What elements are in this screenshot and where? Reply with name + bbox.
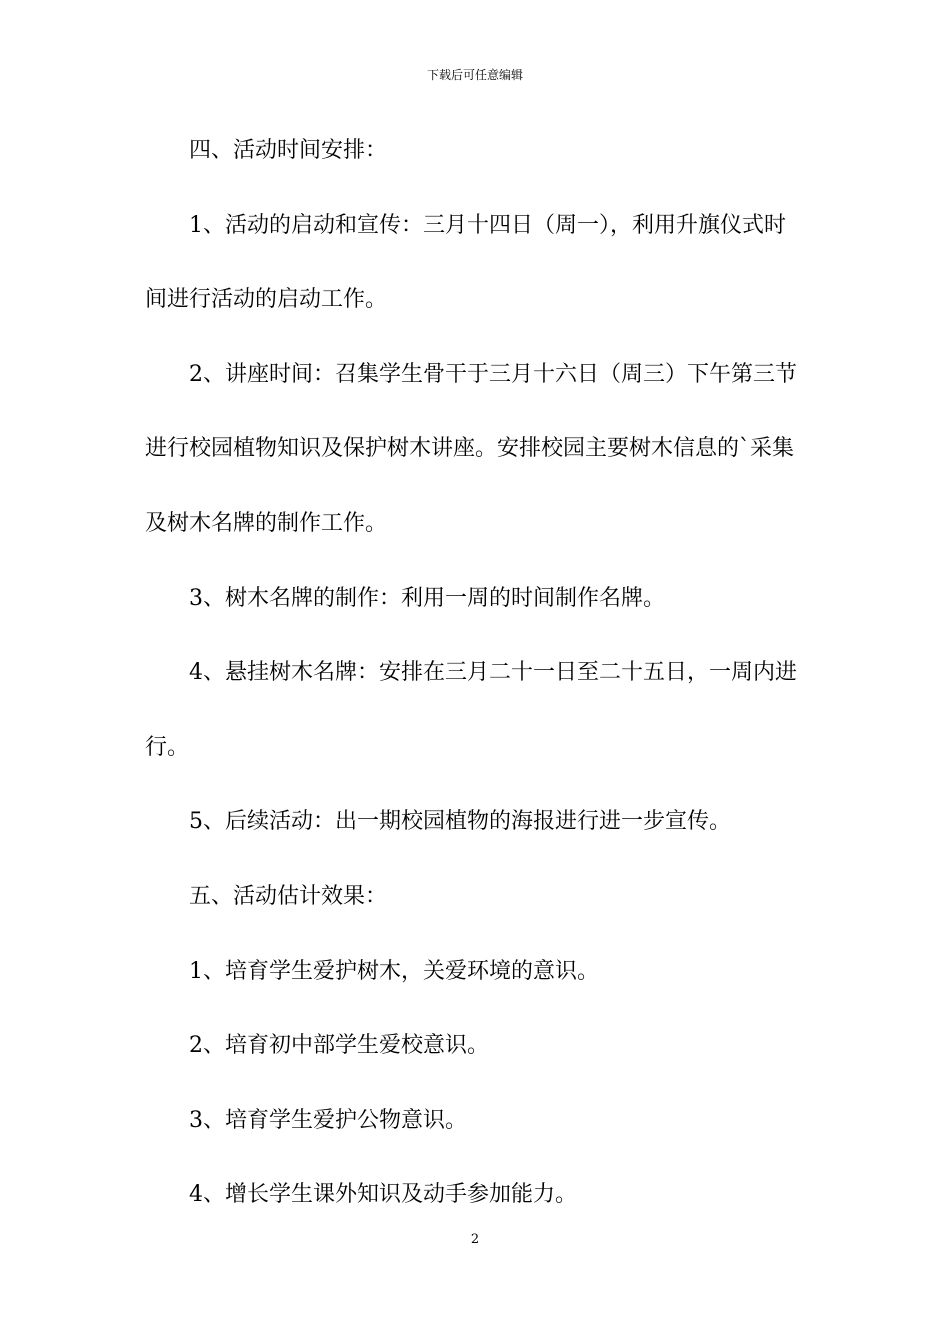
page-number: 2	[470, 1232, 480, 1247]
paragraph-line: 2、讲座时间：召集学生骨干于三月十六日（周三）下午第三节	[189, 362, 797, 387]
paragraph-line: 及树木名牌的制作工作。	[145, 511, 388, 536]
paragraph-line: 1、培育学生爱护树木，关爱环境的意识。	[189, 959, 599, 984]
paragraph-line: 间进行活动的启动工作。	[145, 287, 388, 312]
paragraph-line: 1、活动的启动和宣传：三月十四日（周一），利用升旗仪式时	[189, 213, 786, 238]
paragraph-line: 2、培育初中部学生爱校意识。	[189, 1033, 489, 1058]
section-heading-effects: 五、活动估计效果：	[189, 884, 388, 909]
paragraph-line: 5、后续活动：出一期校园植物的海报进行进一步宣传。	[189, 809, 731, 834]
page-header: 下载后可任意编辑	[426, 68, 523, 82]
paragraph-line: 4、悬挂树木名牌：安排在三月二十一日至二十五日，一周内进	[189, 660, 797, 685]
section-heading-schedule: 四、活动时间安排：	[189, 138, 388, 163]
paragraph-line: 3、培育学生爱护公物意识。	[189, 1108, 467, 1133]
paragraph-line: 3、树木名牌的制作：利用一周的时间制作名牌。	[189, 586, 665, 611]
paragraph-line: 4、增长学生课外知识及动手参加能力。	[189, 1182, 577, 1207]
paragraph-line: 行。	[145, 735, 190, 760]
paragraph-line: 进行校园植物知识及保护树木讲座。安排校园主要树木信息的`采集	[145, 436, 795, 461]
